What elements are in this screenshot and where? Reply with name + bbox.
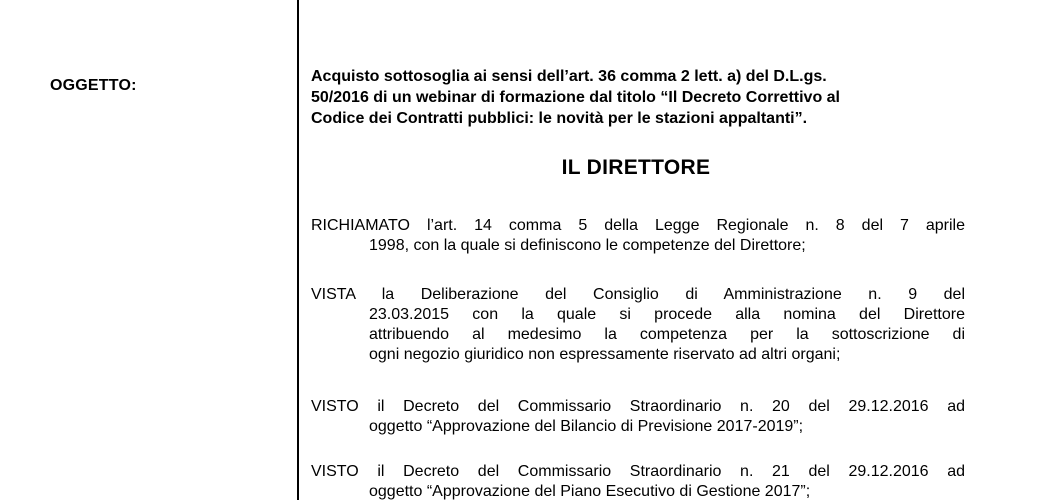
paragraph-vista xyxy=(311,285,965,365)
oggetto-line: Codice dei Contratti pubblici: le novità per le stazioni appaltanti”. xyxy=(311,110,808,127)
oggetto-text xyxy=(311,66,961,129)
section-heading: IL DIRETTORE xyxy=(561,156,711,179)
paragraph-line: 23.03.2015 con la quale si procede alla nomina del Direttore xyxy=(369,306,965,323)
paragraph-line: VISTO il Decreto del Commissario Straordinario n. 21 del 29.12.2016 ad xyxy=(311,463,965,480)
paragraph-visto-peg xyxy=(311,462,965,502)
paragraph-line: 1998, con la quale si definiscono le competenze del Direttore; xyxy=(369,237,806,254)
paragraph-line: attribuendo al medesimo la competenza per la sottoscrizione di xyxy=(369,326,965,343)
paragraph-line: VISTA la Deliberazione del Consiglio di Amministrazione n. 9 del xyxy=(311,286,965,303)
paragraph-line: VISTO il Decreto del Commissario Straordinario n. 20 del 29.12.2016 ad xyxy=(311,398,965,415)
paragraph-line: oggetto “Approvazione del Bilancio di Previsione 2017-2019”; xyxy=(369,418,804,435)
paragraph-line: ogni negozio giuridico non espressamente riservato ad altri organi; xyxy=(369,346,841,363)
paragraph-line: oggetto “Approvazione del Piano Esecutivo di Gestione 2017”; xyxy=(369,483,811,500)
paragraph-richiamato xyxy=(311,216,965,256)
oggetto-line: 50/2016 di un webinar di formazione dal titolo “Il Decreto Correttivo al xyxy=(311,89,840,106)
paragraph-line: RICHIAMATO l’art. 14 comma 5 della Legge Regionale n. 8 del 7 aprile xyxy=(311,217,965,234)
paragraph-visto-bilancio xyxy=(311,397,965,437)
oggetto-label: OGGETTO: xyxy=(50,77,137,94)
oggetto-line: Acquisto sottosoglia ai sensi dell’art. 36 comma 2 lett. a) del D.L.gs. xyxy=(311,68,827,85)
column-divider xyxy=(297,0,299,500)
